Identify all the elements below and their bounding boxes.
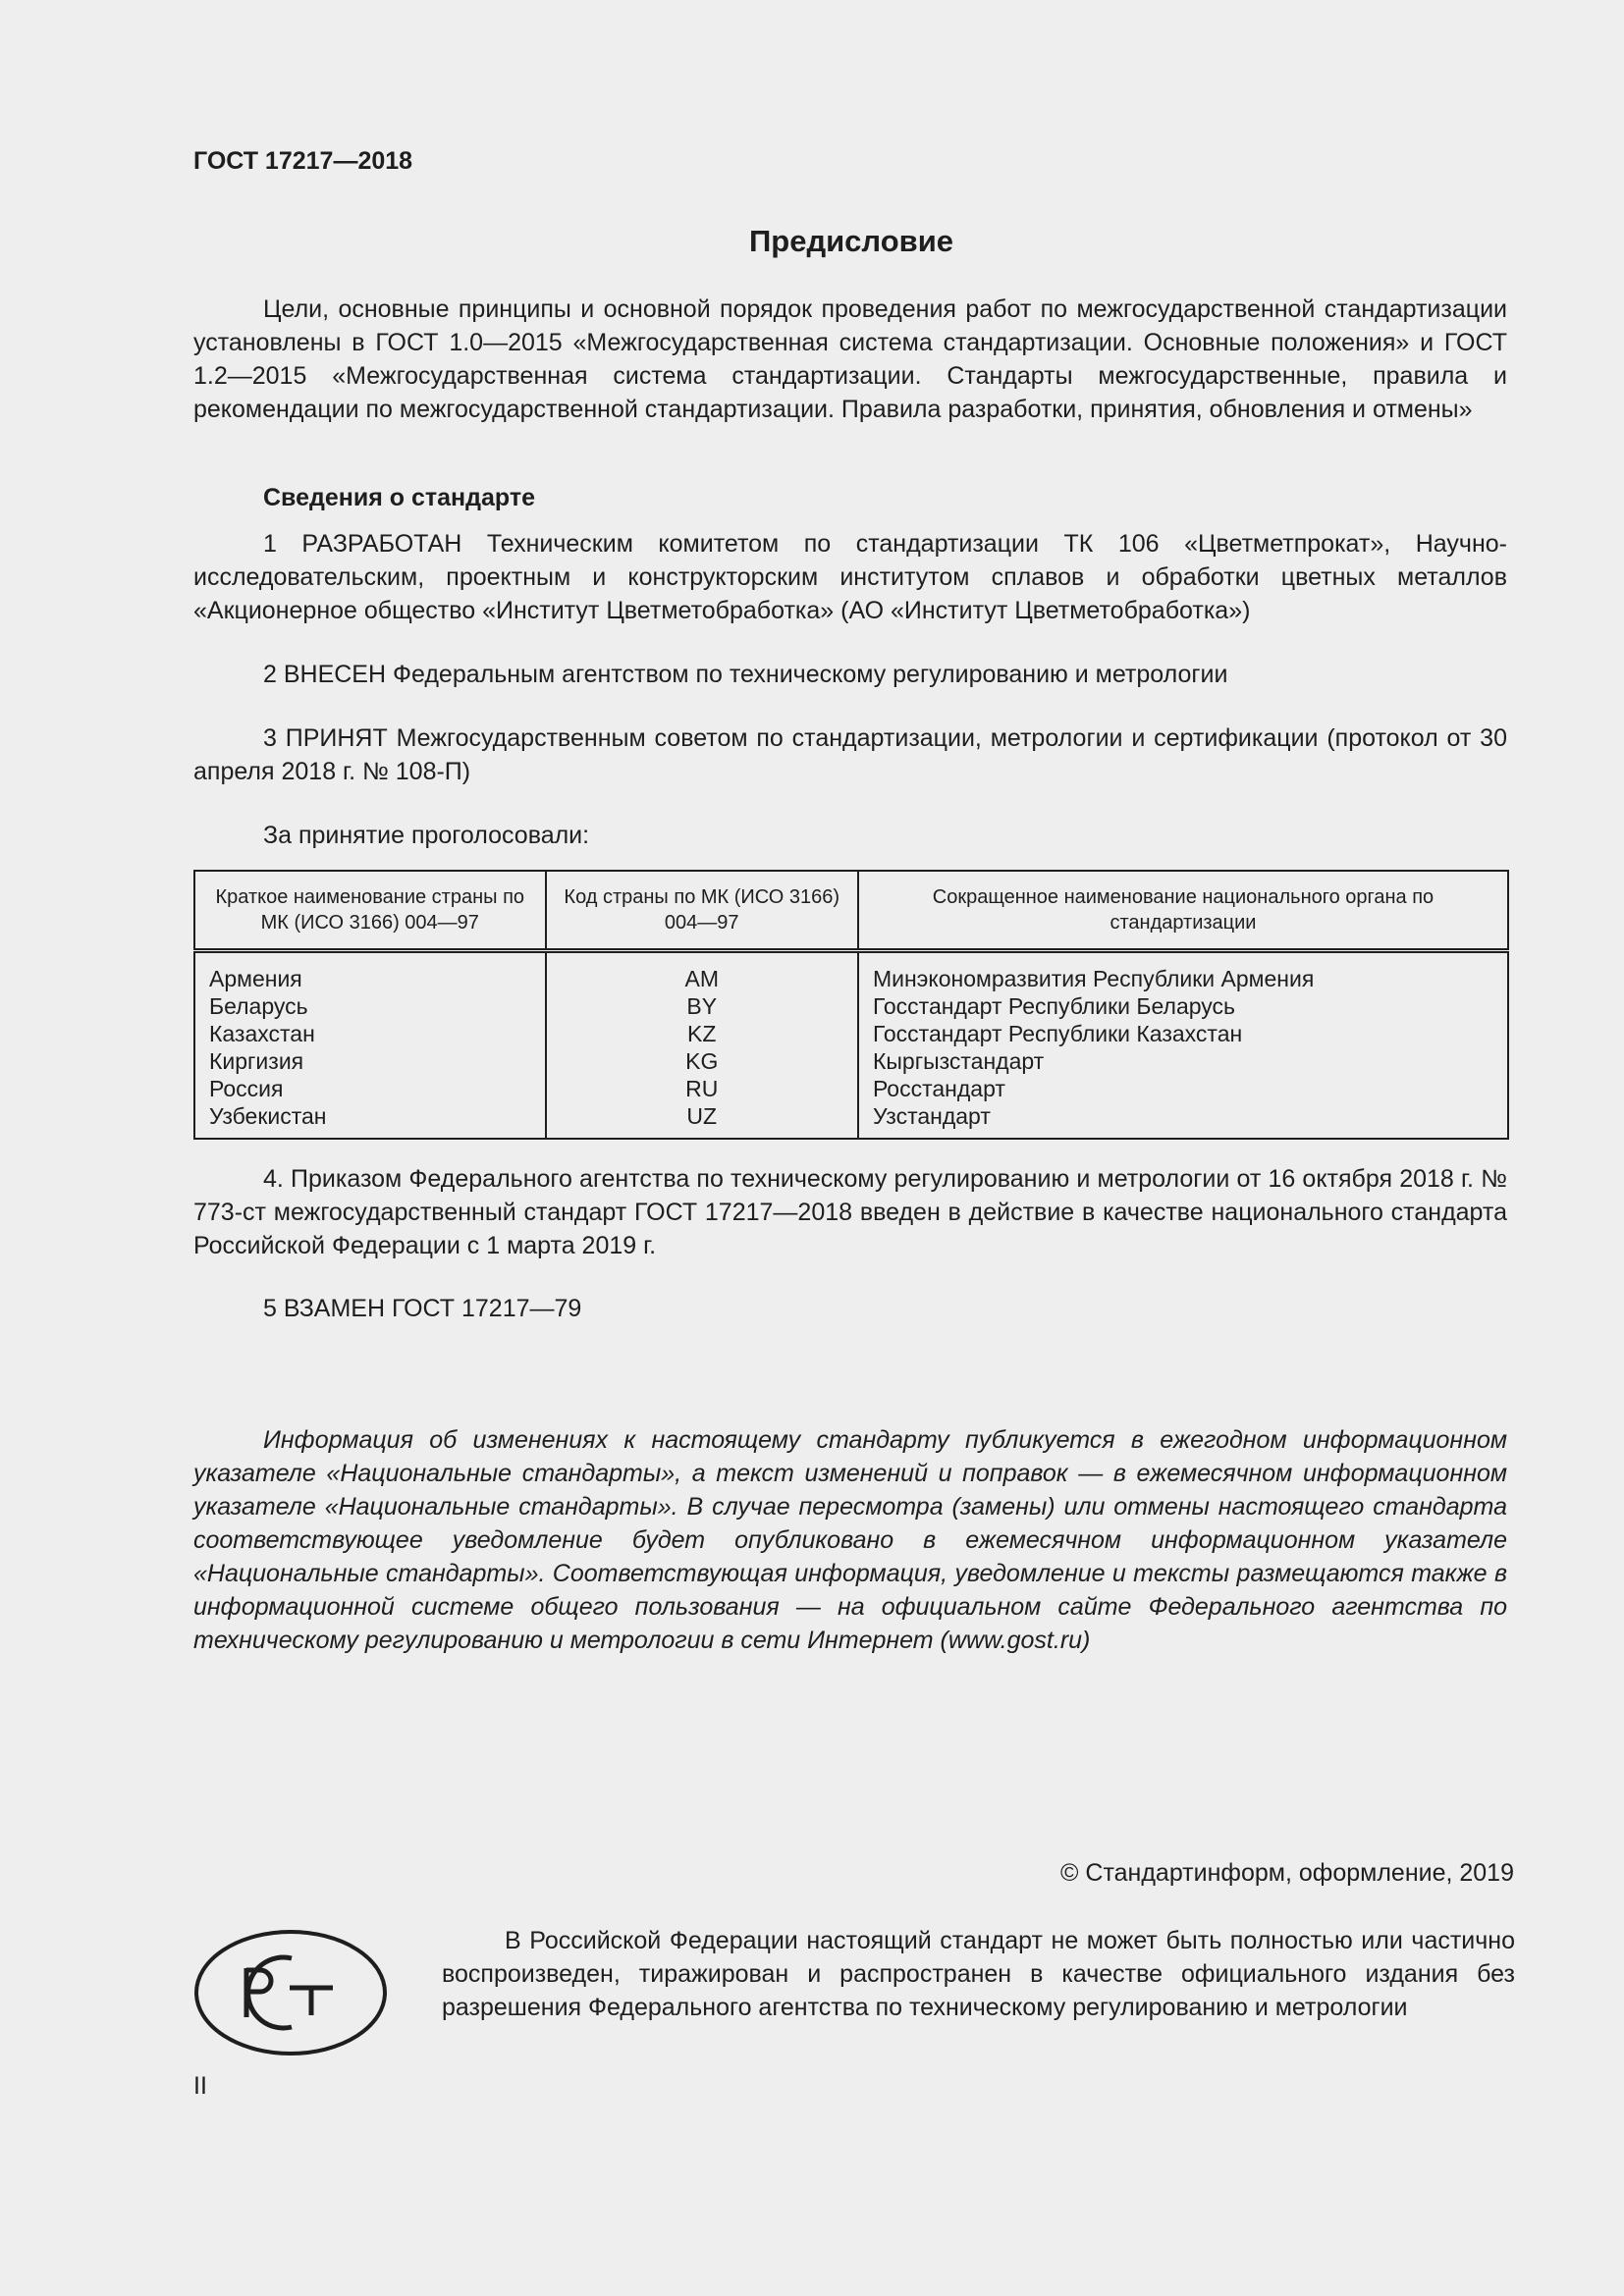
table-row <box>194 1075 1508 1102</box>
country-name: Узбекистан <box>194 1102 546 1139</box>
item-3-adopted-by: 3 ПРИНЯТ Межгосударственным советом по стандартизации, метрологии и сертификации (протокол от 30 апреля 2018 г. № 108-П) <box>193 724 1507 785</box>
changes-info-paragraph: Информация об изменениях к настоящему стандарту публикуется в ежегодном информационном указателе «Национальные стандарты», а текст изменений и поправок — в ежемесячном информационном указателе «Национальные стандарты». В случае пересмотра (замены) или отмены настоящего стандарта соответствующее уведомление будет опубликовано в ежемесячном информационном указателе «Национальные стандарты». Соответствующая информация, уведомление и тексты размещаются также в информационной системе общего пользования — на официальном сайте Федерального агентства по техническому регулированию и метрологии в сети Интернет (www.gost.ru) <box>193 1426 1507 1654</box>
header-national-body: Сокращенное наименование национального органа по стандартизации <box>858 871 1508 951</box>
country-name: Беларусь <box>194 992 546 1020</box>
voted-label: За принятие проголосовали: <box>263 822 590 849</box>
country-name: Казахстан <box>194 1020 546 1047</box>
preface-intro-paragraph: Цели, основные принципы и основной порядок проведения работ по межгосударственной стандартизации установлены в ГОСТ 1.0—2015 «Межгосударственная система стандартизации. Основные положения» и ГОСТ 1.2—2015 «Межгосударственная система стандартизации. Стандарты межгосударственные, правила и рекомендации по межгосударственной стандартизации. Правила разработки, принятия, обновления и отмены» <box>193 295 1507 423</box>
item-5-replaces: 5 ВЗАМЕН ГОСТ 17217—79 <box>263 1295 582 1322</box>
voting-countries-table <box>193 870 1509 1140</box>
document-code: ГОСТ 17217—2018 <box>193 147 413 175</box>
reproduction-notice: В Российской Федерации настоящий стандарт не может быть полностью или частично воспроизведен, тиражирован и распространен в качестве официального издания без разрешения Федерального агентства по техническому регулированию и метрологии <box>442 1927 1515 2021</box>
item-2-introduced-by: 2 ВНЕСЕН Федеральным агентством по техническому регулированию и метрологии <box>263 661 1228 688</box>
national-body: Росстандарт <box>858 1075 1508 1102</box>
country-name: Россия <box>194 1075 546 1102</box>
country-code: RU <box>546 1075 858 1102</box>
national-body: Кыргызстандарт <box>858 1047 1508 1075</box>
table-row <box>194 1102 1508 1139</box>
country-name: Киргизия <box>194 1047 546 1075</box>
country-code: KG <box>546 1047 858 1075</box>
page-title: Предисловие <box>748 224 953 258</box>
item-1-developed-by: 1 РАЗРАБОТАН Техническим комитетом по стандартизации ТК 106 «Цветметпрокат», Научно-исследовательским, проектным и конструкторским институтом сплавов и обработки цветных металлов «Акционерное общество «Институт Цветметобработка» (АО «Институт Цветметобработка») <box>193 530 1507 624</box>
item-4-enacted-by-order: 4. Приказом Федерального агентства по техническому регулированию и метрологии от 16 октября 2018 г. № 773-ст межгосударственный стандарт ГОСТ 17217—2018 введен в действие в качестве национального стандарта Российской Федерации с 1 марта 2019 г. <box>193 1165 1507 1259</box>
country-code: BY <box>546 992 858 1020</box>
table-row <box>194 992 1508 1020</box>
page-number: II <box>193 2072 207 2100</box>
standard-info-heading: Сведения о стандарте <box>263 484 536 511</box>
national-body: Госстандарт Республики Казахстан <box>858 1020 1508 1047</box>
header-country-name: Краткое наименование страны по МК (ИСО 3166) 004—97 <box>194 871 546 951</box>
header-country-code: Код страны по МК (ИСО 3166) 004—97 <box>546 871 858 951</box>
national-body: Узстандарт <box>858 1102 1508 1139</box>
country-code: UZ <box>546 1102 858 1139</box>
country-name: Армения <box>194 951 546 993</box>
country-code: AM <box>546 951 858 993</box>
copyright-line: © Стандартинформ, оформление, 2019 <box>1060 1859 1514 1887</box>
table-row <box>194 951 1508 993</box>
country-code: KZ <box>546 1020 858 1047</box>
national-body: Госстандарт Республики Беларусь <box>858 992 1508 1020</box>
table-row <box>194 1047 1508 1075</box>
national-body: Минэкономразвития Республики Армения <box>858 951 1508 993</box>
table-header-row <box>194 871 1508 951</box>
table-row <box>194 1020 1508 1047</box>
rst-certification-logo-icon <box>193 1929 388 2056</box>
